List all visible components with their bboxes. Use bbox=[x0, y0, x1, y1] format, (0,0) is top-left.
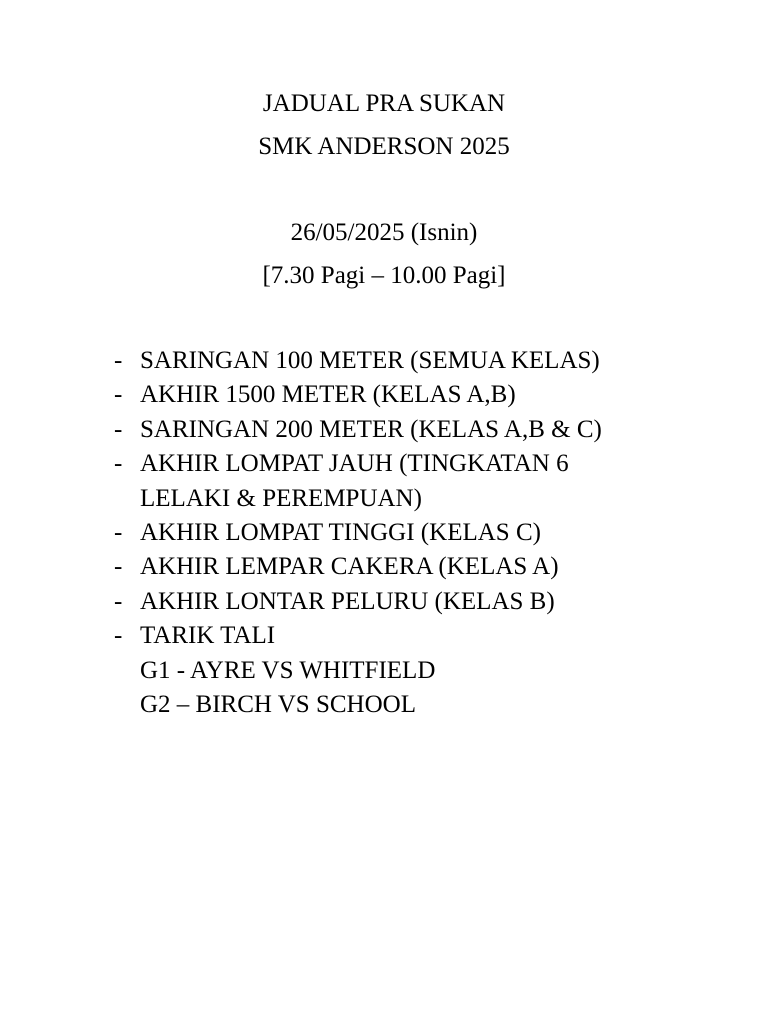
list-item-text: AKHIR LONTAR PELURU (KELAS B) bbox=[140, 587, 555, 615]
list-item-text: AKHIR LOMPAT TINGGI (KELAS C) bbox=[140, 519, 541, 546]
list-item-text: G1 - AYRE VS WHITFIELD bbox=[140, 656, 436, 684]
list-item-text: G2 – BIRCH VS SCHOOL bbox=[140, 691, 416, 718]
event-time: [7.30 Pagi – 10.00 Pagi] bbox=[262, 262, 506, 289]
bullet-dash: - bbox=[114, 622, 123, 650]
bullet-dash: - bbox=[114, 415, 123, 443]
list-item-text: AKHIR LOMPAT JAUH (TINGKATAN 6 bbox=[140, 450, 569, 478]
document-title: JADUAL PRA SUKAN bbox=[262, 90, 506, 117]
event-date: 26/05/2025 (Isnin) bbox=[290, 219, 478, 246]
bullet-dash: - bbox=[114, 587, 123, 615]
bullet-dash: - bbox=[114, 553, 123, 581]
list-item-text: TARIK TALI bbox=[140, 622, 276, 650]
list-item-text: AKHIR 1500 METER (KELAS A,B) bbox=[140, 381, 516, 409]
bullet-dash: - bbox=[114, 450, 123, 478]
list-item-text: SARINGAN 100 METER (SEMUA KELAS) bbox=[140, 347, 600, 374]
document-subtitle: SMK ANDERSON 2025 bbox=[258, 133, 510, 160]
list-item-text: SARINGAN 200 METER (KELAS A,B & C) bbox=[140, 415, 602, 443]
bullet-dash: - bbox=[114, 381, 123, 409]
list-item-text: LELAKI & PEREMPUAN) bbox=[140, 484, 422, 512]
bullet-dash: - bbox=[114, 347, 123, 374]
list-item-text: AKHIR LEMPAR CAKERA (KELAS A) bbox=[140, 553, 559, 581]
bullet-dash: - bbox=[114, 519, 123, 546]
